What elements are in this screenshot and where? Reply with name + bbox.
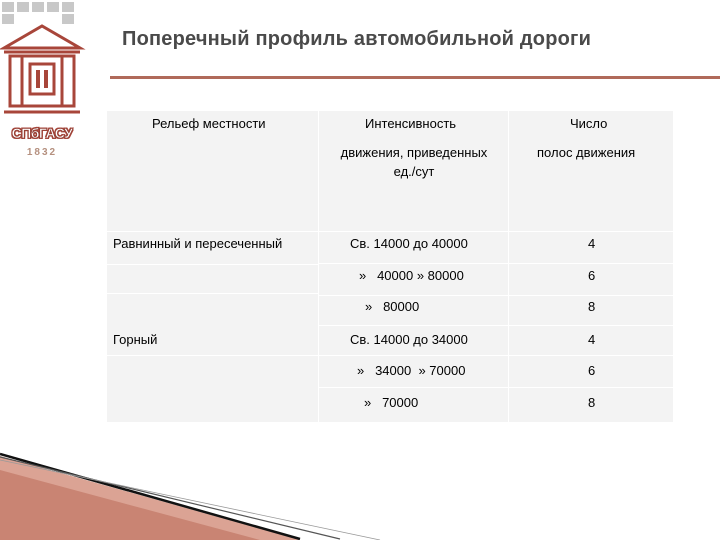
header-lanes-line2: полос движения [537, 145, 636, 160]
row-lanes-2: 6 [588, 268, 596, 283]
bottom-swoosh-decoration [0, 440, 720, 540]
row-lanes-1: 4 [588, 236, 596, 251]
row-intensity-5: » 34000 » 70000 [357, 363, 466, 378]
row-intensity-1: Св. 14000 до 40000 [350, 236, 468, 251]
row-lanes-5: 6 [588, 363, 596, 378]
building-logo-icon [0, 0, 86, 130]
logo-text: СПбГАСУ [11, 125, 73, 141]
row-intensity-6: » 70000 [364, 395, 419, 410]
row-intensity-2: » 40000 » 80000 [359, 268, 464, 283]
header-lanes-line1: Число [570, 116, 608, 131]
header-intensity-line3: ед./сут [393, 164, 435, 179]
header-intensity-line1: Интенсивность [365, 116, 457, 131]
terrain-cell-mountain-empty [107, 356, 319, 422]
logo-year: 1832 [26, 147, 58, 158]
row-terrain-1: Равнинный и пересеченный [113, 236, 283, 251]
terrain-cell-flat-empty [107, 264, 319, 294]
row-terrain-4: Горный [113, 332, 158, 347]
row-lanes-6: 8 [588, 395, 596, 410]
row-lanes-4: 4 [588, 332, 596, 347]
row-lanes-3: 8 [588, 299, 596, 314]
row-intensity-3: » 80000 [365, 299, 420, 314]
page-title: Поперечный профиль автомобильной дороги [122, 28, 592, 50]
university-logo [0, 0, 86, 168]
header-intensity-line2: движения, приведенных [340, 145, 488, 160]
header-terrain: Рельеф местности [152, 116, 266, 131]
data-table [107, 111, 673, 422]
row-intensity-4: Св. 14000 до 34000 [350, 332, 468, 347]
title-divider [110, 76, 720, 79]
